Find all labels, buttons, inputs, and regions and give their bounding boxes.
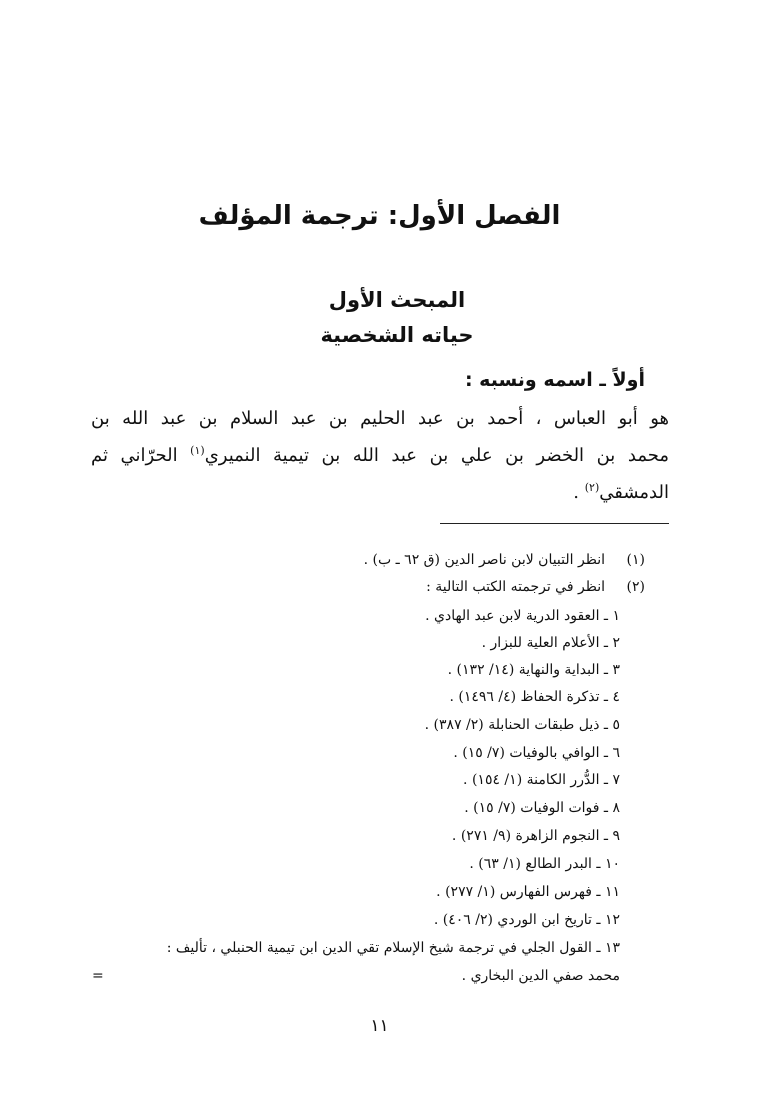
section-title: المبحث الأول: [328, 288, 466, 312]
subheading-name-lineage: أولاً ـ اسمه ونسبه :: [464, 369, 645, 391]
reference-item: ١ ـ العقود الدرية لابن عبد الهادي .: [425, 608, 620, 624]
page-number: ١١: [370, 1016, 389, 1036]
reference-item: ٩ ـ النجوم الزاهرة (٩/ ٢٧١) .: [451, 828, 620, 844]
footnote-number: (٢): [626, 579, 645, 595]
reference-item: ١١ ـ فهرس الفهارس (١/ ٢٧٧) .: [436, 884, 620, 900]
footnote-text: انظر في ترجمته الكتب التالية :: [426, 579, 605, 595]
footnote-text: انظر التبيان لابن ناصر الدين (ق ٦٢ ـ ب) .: [363, 552, 605, 568]
reference-item-continuation: محمد صفي الدين البخاري .: [461, 968, 620, 984]
reference-item: ١٠ ـ البدر الطالع (١/ ٦٣) .: [469, 856, 620, 872]
reference-item: ٤ ـ تذكرة الحفاظ (٤/ ١٤٩٦) .: [449, 689, 620, 705]
body-paragraph-line-2: [91, 440, 669, 472]
body-line-2-tail: الحرّاني ثم: [91, 445, 178, 466]
body-paragraph-line-3: [573, 477, 669, 509]
footnote-1: [85, 548, 645, 573]
reference-item: ٨ ـ فوات الوفيات (٧/ ١٥) .: [464, 800, 620, 816]
footnote-separator: [440, 523, 669, 524]
chapter-title: الفصل الأول: ترجمة المؤلف: [198, 201, 561, 231]
footnote-ref-1: (١): [190, 444, 205, 457]
reference-item: ٧ ـ الدُّرر الكامنة (١/ ١٥٤) .: [463, 772, 620, 788]
body-line-2-text: محمد بن الخضر بن علي بن عبد الله بن تيمية النميري: [204, 445, 669, 466]
reference-item: ١٣ ـ القول الجلي في ترجمة شيخ الإسلام تقي الدين ابن تيمية الحنبلي ، تأليف :: [166, 940, 620, 956]
body-line-3-tail: .: [573, 482, 579, 503]
body-paragraph-line-1: هو أبو العباس ، أحمد بن عبد الحليم بن عبد السلام بن عبد الله بن: [91, 408, 669, 429]
reference-item: ١٢ ـ تاريخ ابن الوردي (٢/ ٤٠٦) .: [433, 912, 620, 928]
footnote-2: [85, 575, 645, 600]
body-line-3-text: الدمشقي: [599, 482, 669, 503]
footnote-number: (١): [626, 552, 645, 568]
reference-item: ٢ ـ الأعلام العلية للبزار .: [481, 635, 620, 651]
section-subtitle: حياته الشخصية: [320, 323, 474, 347]
continuation-mark: =: [92, 968, 104, 984]
reference-item: ٥ ـ ذيل طبقات الحنابلة (٢/ ٣٨٧) .: [424, 717, 620, 733]
footnote-ref-2: (٢): [584, 481, 600, 494]
reference-item: ٦ ـ الوافي بالوفيات (٧/ ١٥) .: [453, 745, 620, 761]
reference-item: ٣ ـ البداية والنهاية (١٤/ ١٣٢) .: [447, 662, 620, 678]
